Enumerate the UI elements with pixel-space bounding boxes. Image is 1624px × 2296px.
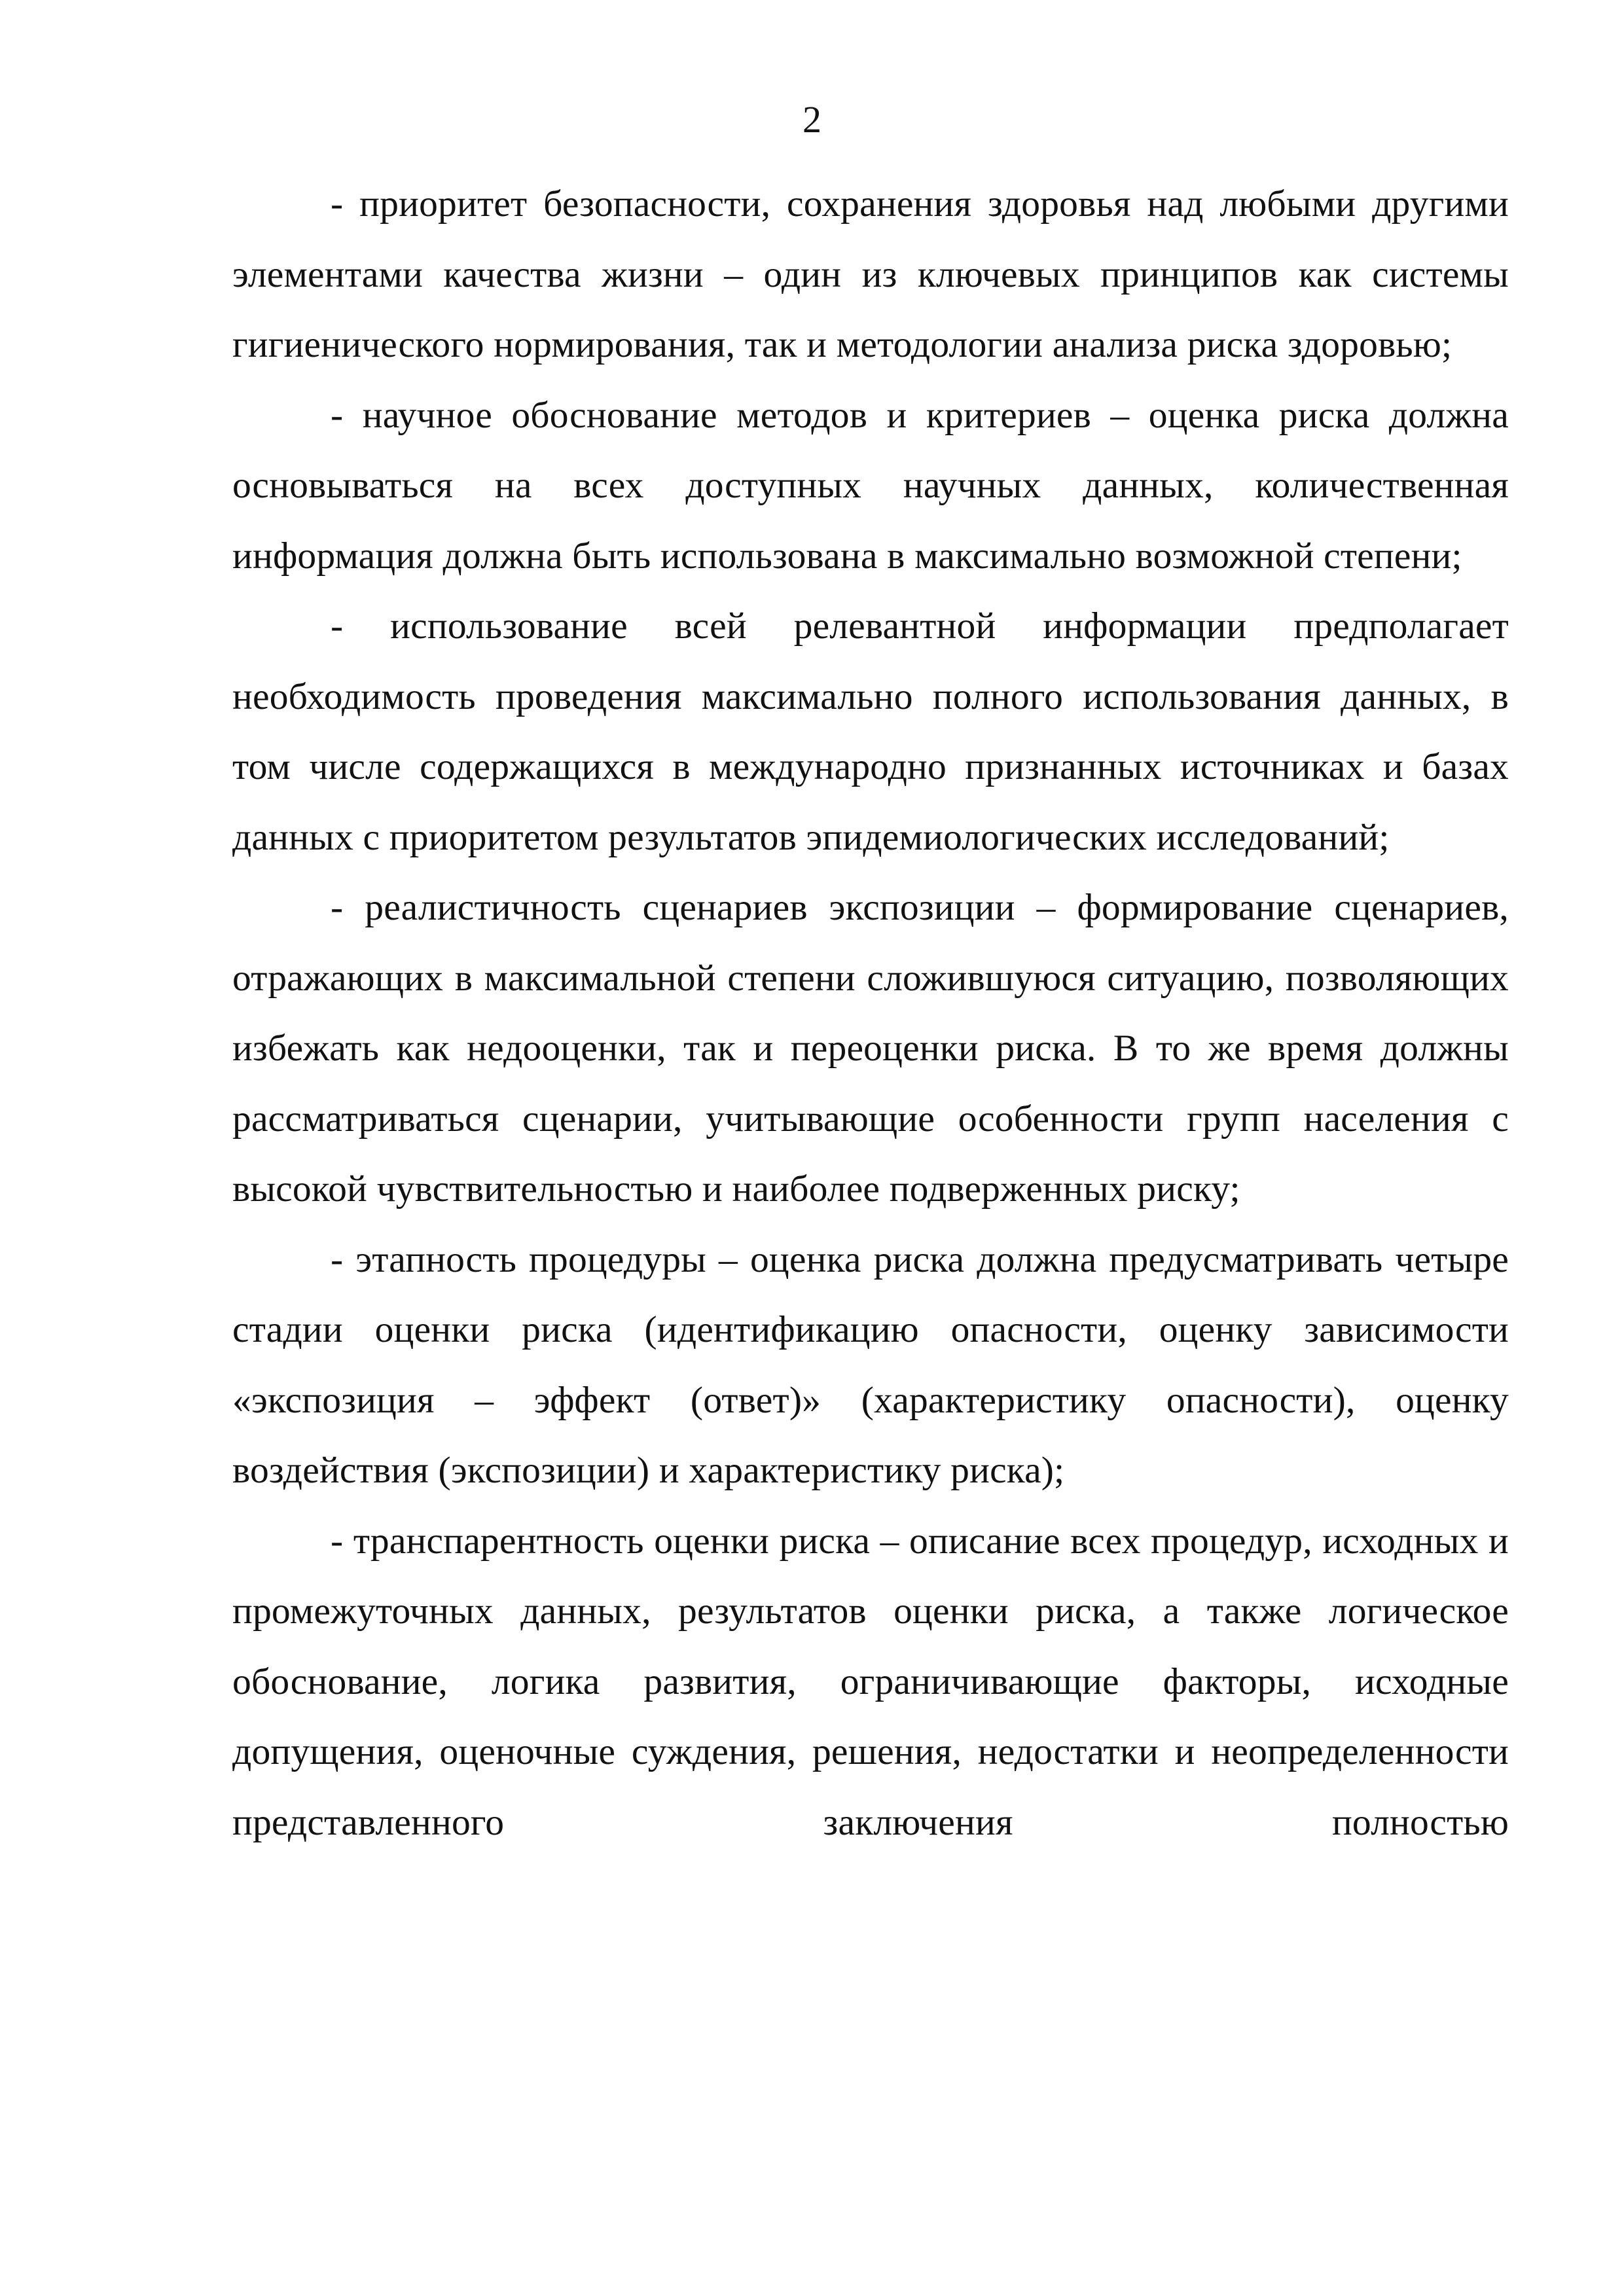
page-number: 2	[803, 98, 821, 141]
list-item-transparency: - транспарентность оценки риска – описание всех процедур, исходных и промежуточных данных, результатов оценки риска, а также логическое обоснование, логика развития, ограничивающие факторы, исходные допущения, оценочные суждения, решения, недостатки и неопределенности представленного заключения полностью	[232, 1520, 1509, 1843]
list-item-realistic-scenarios: - реалистичность сценариев экспозиции – формирование сценариев, отражающих в максимальной степени сложившуюся ситуацию, позволяющих избежать как недооценки, так и переоценки риска. В то же время должны рассматриваться сценарии, учитывающие особенности групп населения с высокой чувствительностью и наиболее подверженных риску;	[232, 887, 1509, 1210]
list-item-safety-priority: - приоритет безопасности, сохранения здоровья над любыми другими элементами качества жизни – один из ключевых принципов как системы гигиенического нормирования, так и методологии анализа риска здоровью;	[232, 183, 1509, 365]
document-body	[232, 169, 1509, 1857]
list-item-relevant-information: - использование всей релевантной информации предполагает необходимость проведения максимально полного использования данных, в том числе содержащихся в международно признанных источниках и базах данных с приоритетом результатов эпидемиологических исследований;	[232, 605, 1509, 858]
list-item-scientific-basis: - научное обоснование методов и критериев – оценка риска должна основываться на всех доступных научных данных, количественная информация должна быть использована в максимально возможной степени;	[232, 394, 1509, 577]
list-item-procedure-stages: - этапность процедуры – оценка риска должна предусматривать четыре стадии оценки риска (идентификацию опасности, оценку зависимости «экспозиция – эффект (ответ)» (характеристику опасности), оценку воздействия (экспозиции) и характеристику риска);	[232, 1238, 1509, 1491]
